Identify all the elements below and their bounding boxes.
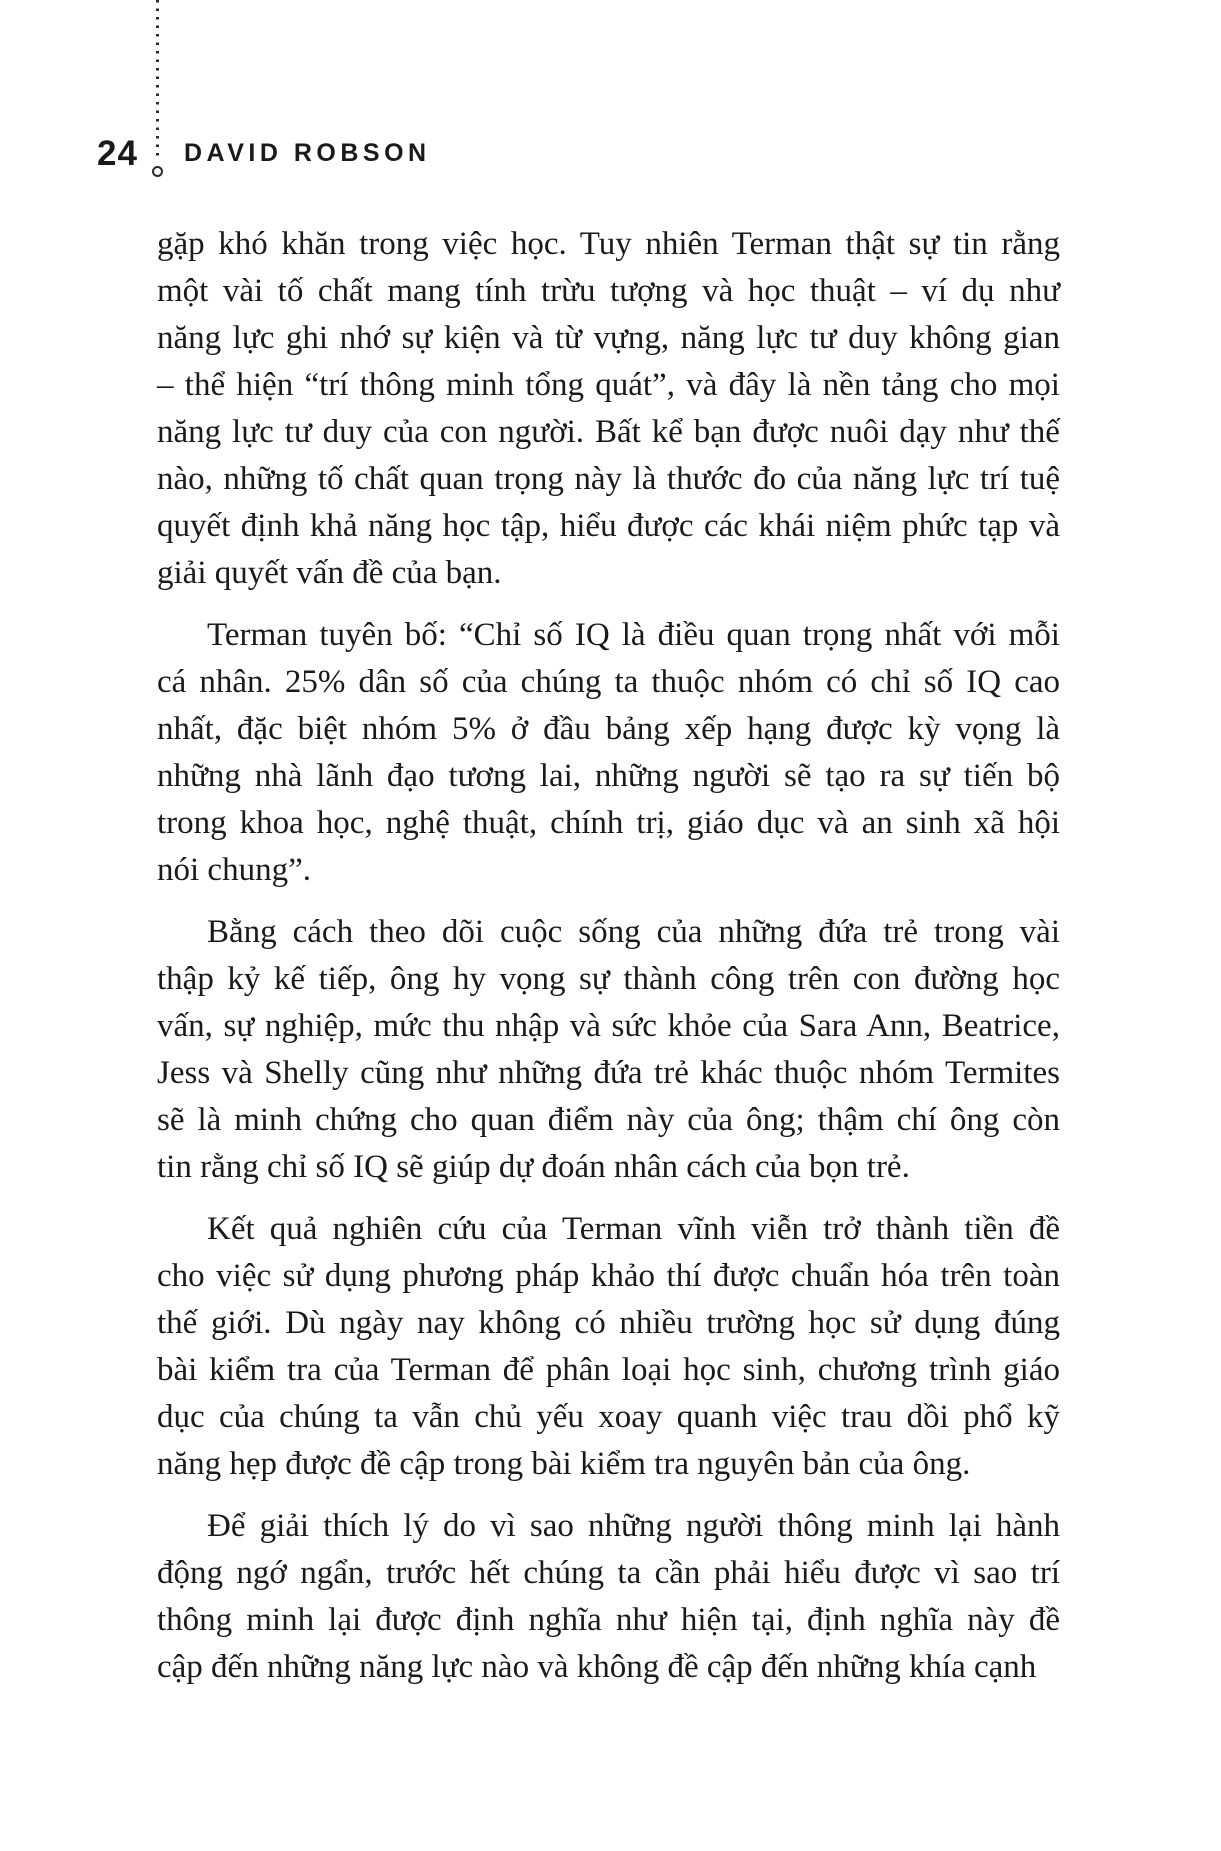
text-line: sẽ là minh chứng cho quan điểm này của ông; thậm chí ông còn — [157, 1102, 1060, 1138]
text-line: quyết định khả năng học tập, hiểu được các khái niệm phức tạp và — [157, 508, 1061, 544]
paragraph — [157, 1503, 1060, 1691]
paragraph — [157, 612, 1060, 894]
paragraph — [157, 1206, 1060, 1488]
paragraph — [157, 221, 1060, 597]
dotted-divider-line — [156, 0, 159, 161]
text-line: Terman tuyên bố: “Chỉ số IQ là điều quan trọng nhất với mỗi — [207, 617, 1060, 653]
text-line: nào, những tố chất quan trọng này là thước đo của năng lực trí tuệ — [157, 461, 1061, 497]
text-line: trong khoa học, nghệ thuật, chính trị, giáo dục và an sinh xã hội — [157, 805, 1061, 841]
text-line: thế giới. Dù ngày nay không có nhiều trường học sử dụng đúng — [157, 1305, 1060, 1341]
running-header-author: DAVID ROBSON — [184, 139, 431, 167]
text-line: vấn, sự nghiệp, mức thu nhập và sức khỏe của Sara Ann, Beatrice, — [157, 1008, 1060, 1044]
text-line: thông minh lại được định nghĩa như hiện tại, định nghĩa này đề — [157, 1602, 1061, 1638]
text-line: Jess và Shelly cũng như những đứa trẻ khác thuộc nhóm Termites — [157, 1055, 1060, 1091]
text-line: năng lực ghi nhớ sự kiện và từ vựng, năng lực tư duy không gian — [157, 320, 1060, 356]
text-line: động ngớ ngẩn, trước hết chúng ta cần phải hiểu được vì sao trí — [157, 1555, 1060, 1591]
text-line: tin rằng chỉ số IQ sẽ giúp dự đoán nhân cách của bọn trẻ. — [157, 1149, 910, 1185]
page-number: 24 — [97, 134, 138, 173]
text-line: cá nhân. 25% dân số của chúng ta thuộc nhóm có chỉ số IQ cao — [157, 664, 1061, 700]
text-line: nhất, đặc biệt nhóm 5% ở đầu bảng xếp hạng được kỳ vọng là — [157, 711, 1061, 747]
text-line: thập kỷ kế tiếp, ông hy vọng sự thành công trên con đường học — [157, 961, 1060, 997]
paragraph — [157, 909, 1060, 1191]
text-line: năng hẹp được đề cập trong bài kiểm tra nguyên bản của ông. — [157, 1446, 971, 1482]
text-line: Kết quả nghiên cứu của Terman vĩnh viễn trở thành tiền đề — [207, 1211, 1061, 1247]
text-line: cho việc sử dụng phương pháp khảo thí được chuẩn hóa trên toàn — [157, 1258, 1060, 1294]
text-line: nói chung”. — [157, 852, 311, 888]
text-line: dục của chúng ta vẫn chủ yếu xoay quanh việc trau dồi phổ kỹ — [157, 1399, 1060, 1435]
text-line: bài kiểm tra của Terman để phân loại học sinh, chương trình giáo — [157, 1352, 1060, 1388]
text-line: Để giải thích lý do vì sao những người thông minh lại hành — [207, 1508, 1060, 1544]
text-line: một vài tố chất mang tính trừu tượng và học thuật – ví dụ như — [157, 273, 1060, 309]
text-line: cập đến những năng lực nào và không đề cập đến những khía cạnh — [157, 1649, 1037, 1685]
body-text-block — [157, 221, 1060, 1691]
text-line: những nhà lãnh đạo tương lai, những người sẽ tạo ra sự tiến bộ — [157, 758, 1060, 794]
text-line: năng lực tư duy của con người. Bất kể bạn được nuôi dạy như thế — [157, 414, 1060, 450]
text-line: giải quyết vấn đề của bạn. — [157, 555, 502, 591]
divider-end-circle-icon — [152, 166, 163, 177]
text-line: – thể hiện “trí thông minh tổng quát”, và đây là nền tảng cho mọi — [157, 367, 1060, 403]
text-line: gặp khó khăn trong việc học. Tuy nhiên Terman thật sự tin rằng — [157, 226, 1061, 262]
text-line: Bằng cách theo dõi cuộc sống của những đứa trẻ trong vài — [207, 914, 1060, 950]
